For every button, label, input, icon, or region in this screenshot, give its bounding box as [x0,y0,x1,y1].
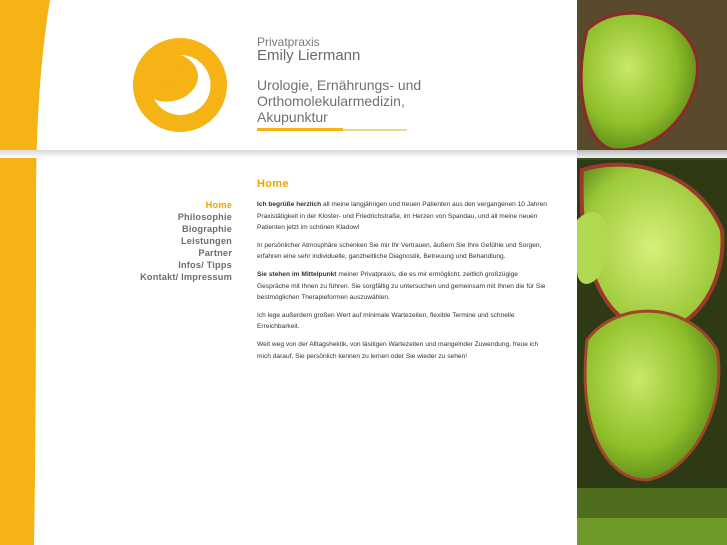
practice-label: Privatpraxis [257,35,320,49]
paragraph-text: Weit weg von der Alltagshektik, von läsitigen Wartezeiten und mangelnder Zuwendung, freue ich mich darauf, Sie persönlich kennen zu lernen oder Sie wieder zu sehen! [257,340,539,360]
practice-name: Emily Liermann [257,47,361,64]
circle-swirl-logo-icon [130,35,230,135]
main-navigation [140,199,232,283]
page-title: Home [257,178,289,190]
content-paragraph [257,199,547,234]
specialty-line: Orthomolekularmedizin, [257,93,405,109]
paragraph-lead: Ich begrüße herzlich [257,201,322,208]
specialty-line: Akupunktur [257,109,328,125]
paragraph-lead: Sie stehen im Mittelpunkt [257,270,337,278]
nav-item-philosophie[interactable]: Philosophie [177,212,232,222]
specialty-text [257,77,557,125]
nav-item-partner[interactable]: Partner [198,248,232,258]
header-shadow [0,150,577,158]
site-header [0,0,577,152]
main-content [257,178,547,368]
nav-item-biographie[interactable]: Biographie [182,224,232,234]
nav-item-home[interactable]: Home [205,200,232,210]
header-divider-accent [257,128,343,131]
content-paragraph [257,269,547,304]
succulent-photo-icon [577,0,727,545]
content-paragraph [257,339,547,362]
content-paragraph [257,240,547,263]
nav-item-kontakt-impressum[interactable]: Kontakt/ Impressum [140,272,232,282]
paragraph-text: In persönlicher Atmosphäre schenken Sie mir Ihr Vertrauen, äußern Sie Ihre Gefühle und Sorgen, erfahren eine sehr individuelle, ganzheitliche Diagnostik, Betreuung und Behandlung. [257,241,542,261]
paragraph-text: Ich lege außerdem großen Wert auf minimale Wartezeiten, flexible Termine und schnelle Erreichbarkeit. [257,311,515,331]
paragraph-text: all meine langjährigen und treuen Patienten aus den vergangenen 10 Jahren Praxistätigkeit in der Kloster- und Friedrichstraße, im Herzen von Spandau, und all meine neuen Patienten jetzt im schönen Kladow! [257,201,547,232]
nav-item-infos-tipps[interactable]: Infos/ Tipps [178,260,232,270]
paragraph-text: meiner Privatpraxis, die es mir ermöglicht, zeitlich großzügige Gespräche mit Ihnen zu führen. Sie sorgfältig zu untersuchen und gemeinsam mit Ihnen die für Sie bestmöglichen Therapieformen auszuwählen. [257,270,546,302]
content-paragraph [257,310,547,333]
nav-item-leistungen[interactable]: Leistungen [180,236,232,246]
photo-shadow [577,150,727,158]
specialty-line: Urologie, Ernährungs- und [257,77,422,93]
